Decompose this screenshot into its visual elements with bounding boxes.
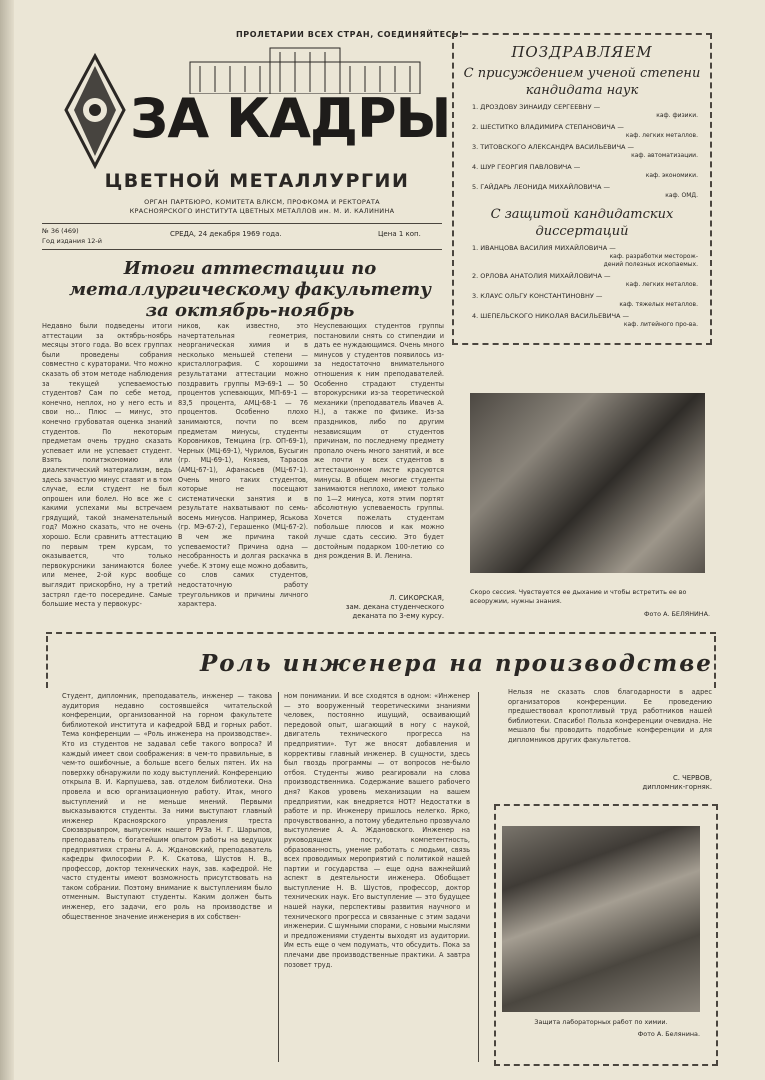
- photo-2-caption: Защита лабораторных работ по химии.: [534, 1018, 668, 1026]
- article-2-headline: Роль инженера на производстве: [200, 650, 713, 677]
- photo-2-credit: Фото А. Белянина.: [637, 1030, 700, 1038]
- issue-year: Год издания 12-й: [42, 237, 102, 245]
- masthead-subtitle: ЦВЕТНОЙ МЕТАЛЛУРГИИ: [104, 170, 410, 192]
- chemistry-lab-photo: [502, 826, 700, 1012]
- article-2-column-2: ном понимании. И все сходятся в одном: «Инженер — это вооруженный теоретическими знаниями человек, постоянно ищущий, осваивающий передовой опыт, шагающий в ногу с наукой, двигатель технического прогресса на предприятии». Тут же вносят добавления и коррективы главный инженер. В сущности, здесь был гвоздь программы — от вопросов не-было отбоя. Студенты живо реагировали на слова производственника. Содержание вашего рабочего дня? Каков уровень механизации на вашем предприятии, как внедряется НОТ? Недостатки в работе и пр. Инженеру пришлось нелегко. Ярко, прочувствованно, а потому убедительно прозвучало выступление А. А. Ждановского. Инженер на руководящем посту, компетентность, образованность, умение работать с людьми, связь всех проводимых мероприятий с политикой нашей партии и государства — еще одна важнейший аспект в деятельности инженера. Обобщает выступление Н. В. Шустов, профессор, доктор технических наук. Его выступление — это будущее нашей науки, перспективы развития научного и технического прогресса и связанные с этим задачи инженерии. С шумными спорами, с новыми мыслями и предложениями студенты выходят из аудитории. Им есть еще о чем подумать, что обсудить. Пока за плечами две производственные практики. А завтра позовет труд.: [284, 692, 470, 969]
- congrats-subtitle-2-line-2: диссертаций: [535, 224, 629, 239]
- column-rule: [278, 692, 279, 1062]
- congrats-item: 3. ТИТОВСКОГО АЛЕКСАНДРА ВАСИЛЬЕВИЧА — каф. автоматизации.: [472, 143, 698, 159]
- congrats-title: ПОЗДРАВЛЯЕМ: [511, 43, 653, 61]
- organ-line-1: ОРГАН ПАРТБЮРО, КОМИТЕТА ВЛКСМ, ПРОФКОМА И РЕКТОРАТА: [144, 198, 380, 206]
- congrats-item: 1. ИВАНЦОВА ВАСИЛИЯ МИХАЙЛОВИЧА — каф. разработки месторож- дений полезных ископаемых.: [472, 244, 698, 268]
- congrats-item: 4. ШЕПЕЛЬСКОГО НИКОЛАЯ ВАСИЛЬЕВИЧА — каф. литейного про-ва.: [472, 312, 698, 328]
- slogan: ПРОЛЕТАРИИ ВСЕХ СТРАН, СОЕДИНЯЙТЕСЬ!: [236, 30, 464, 39]
- congrats-subtitle-1-line-1: С присуждением ученой степени: [463, 66, 701, 81]
- students-studying-photo: [470, 393, 705, 573]
- emblem-icon: [62, 50, 128, 172]
- issue-info: [42, 226, 102, 246]
- section-divider: [46, 632, 716, 634]
- congrats-group-1: [454, 99, 710, 200]
- article-1-column-2: ников, как известно, это начертательная геометрия, неорганическая химия и в несколько меньшей степени — кристаллография. С хорошими результатами аттестации можно поздравить группы МЭ-69-1 — 50 процентов успевающих, МП-69-1 — 83,5 процента, АМЦ-68-1 — 76 процентов. Особенно плохо занимаются, почти по всем предметам минусы, студенты Коровников, Темцина (гр. ОП-69-1), Черных (МЦ-69-1), Чурилов, Бусыгин (гр. МЦ-69-1), Князев, Тарасов (АМЦ-67-1), Афанасьев (МЦ-67-1). Очень много таких студентов, которые не посещают систематически занятия и в результате нахватывают по семь-восемь минусов. Например, Яськова (гр. МЭ-67-2), Герашенко (МЦ-67-2). В чем же причина такой успеваемости? Причина одна — несобранность и долгая раскачка в учебе. К этому еще можно добавить, со слов самих студентов, недостаточную работу треугольников и причины личного характера.: [178, 322, 308, 609]
- congrats-subtitle-2-line-1: С защитой кандидатских: [490, 207, 674, 222]
- photo-1-credit: Фото А. БЕЛЯНИНА.: [644, 610, 710, 618]
- photo-1-caption: Скоро сессия. Чувствуется ее дыхание и чтобы встретить ее во всеоружии, нужны знания.: [470, 588, 687, 605]
- congrats-item: 2. ОРЛОВА АНАТОЛИЯ МИХАЙЛОВИЧА — каф. легких металлов.: [472, 272, 698, 288]
- header-rule-bottom: [42, 249, 442, 250]
- issue-price: Цена 1 коп.: [378, 230, 421, 238]
- article-1-column-1: Недавно были подведены итоги аттестации за октябрь-ноябрь месяцы этого года. Во всех группах были проведены собрания совместно с кураторами. Что можно сказать об этом методе наблюдения за текущей успеваемостью студентов? Сам по себе метод, конечно, неплох, но у него есть и свои но... Плюс — минус, это конечно грубоватая оценка знаний студентов. По некоторым предметам очень трудно сказать успевает или не успевает студент. Взять политэкономию или диалектический материализм, ведь здесь зачастую минус ставят и в том случае, если студент не был опрошен или болел. Но все же с какими успехами мы встречаем грядущий, такой знаменательный год? Можно сказать, что не очень хорошо. Если сравнить аттестацию по первым трем курсам, то оказывается, что только первокурсники занимаются более или менее, 2-ой курс вообще выглядит прискорбно, ну а третий застрял где-то посередине. Самые большие места у первокурс-: [42, 322, 172, 609]
- congrats-item: 3. КЛАУС ОЛЬГУ КОНСТАНТИНОВНУ — каф. тяжелых металлов.: [472, 292, 698, 308]
- congrats-item: 1. ДРОЗДОВУ ЗИНАИДУ СЕРГЕЕВНУ — каф. физики.: [472, 103, 698, 119]
- article-2-signature: С. ЧЕРВОВ, дипломник-горняк.: [642, 774, 712, 791]
- article-2-column-1: Студент, дипломник, преподаватель, инженер — такова аудитория недавно состоявшейся читательской конференции, организованной на горном факультете библиотекой института и кафедрой БВД и горных работ. Тема конференции — «Роль инженера на производстве». Кто из студентов не задавал себе такого вопроса? И каждый имеет свои соображения: в чем-то правильные, в чем-то ошибочные, а больше всего белых пятен. Их на поверхку обнаружили по ходу выступлений. Конференцию открыла В. И. Карпушева, зав. отделом библиотеки. Она провела и всю организационную работу. Итак, много выступлений и не меньше мнений. Первыми высказываются студенты. За ними выступают главный инженер Красноярского управления треста Союзвзрывпром, выпускник нашего РУЗа Н. Г. Шарыпов, преподаватель с богатейшим опытом работы на ведущих предприятиях страны А. А. Ждановский, преподаватель кафедры философии Р. К. Скатова, Шустов Н. В., профессор, доктор технических наук, зав. кафедрой. Не часто студенты имеют возможность присутствовать на таком собрании. Поэтому внимание к выступлениям было отменным. Выступают студенты. Каким должен быть инженер, его задачи, его роль на производстве и общественное значение инженерия в их собствен-: [62, 692, 272, 921]
- issue-date: СРЕДА, 24 декабря 1969 года.: [170, 230, 282, 238]
- congrats-item: 2. ШЕСТИТКО ВЛАДИМИРА СТЕПАНОВИЧА — каф. легких металлов.: [472, 123, 698, 139]
- article-1-column-3: Неуспевающих студентов группы постановили снять со стипендии и дать ее нуждающимся. Очень много минусов у студентов появилось из-за недостаточно внимательного отношения к ним преподавателей. Особенно страдают студенты второкурсники из-за теоретической механики (преподаватель Ивачев А. Н.), а также по физике. Из-за праздников, либо по другим независящим от студентов причинам, по последнему предмету пропало очень много занятий, и все же почти у всех студентов в аттестационном листе красуются минусы. В общем многие студенты занимаются неплохо, имеют только по 1—2 минуса, хотя этим портят абсолютную успеваемость группы. Хочется пожелать студентам побольше плюсов и как можно лучше сдать сессию. Это будет достойным подарком 100-летию со дня рождения В. И. Ленина.: [314, 322, 444, 561]
- article-2-column-3: Нельзя не сказать слов благодарности в адрес организаторов конференции. Ее проведению предшествовал кропотливый труд работников нашей библиотеки. Спасибо! Польза конференции очевидна. Не мешало бы проводить подобные конференции и для дипломников других факультетов.: [508, 688, 712, 744]
- article-1-headline: Итоги аттестации по металлургическому факультету за октябрь-ноябрь: [68, 258, 431, 321]
- article-1-signature: Л. СИКОРСКАЯ, зам. декана студенческого деканата по 3-ему курсу.: [345, 594, 444, 620]
- congrats-item: 5. ГАЙДАРЬ ЛЕОНИДА МИХАЙЛОВИЧА — каф. ОМД.: [472, 183, 698, 199]
- masthead-title: ЗА КАДРЫ: [130, 87, 451, 150]
- page-fold: [0, 0, 14, 1080]
- congrats-subtitle-1-line-2: кандидата наук: [525, 83, 639, 98]
- column-rule: [478, 692, 479, 1062]
- congrats-item: 4. ШУР ГЕОРГИЯ ПАВЛОВИЧА — каф. экономики.: [472, 163, 698, 179]
- congratulations-box: [452, 33, 712, 345]
- organ-line-2: КРАСНОЯРСКОГО ИНСТИТУТА ЦВЕТНЫХ МЕТАЛЛОВ им. М. И. КАЛИНИНА: [129, 207, 395, 215]
- issue-number: № 36 (469): [42, 227, 79, 235]
- organ-line: [92, 198, 432, 216]
- header-rule-top: [42, 223, 442, 224]
- congrats-group-2: [454, 240, 710, 329]
